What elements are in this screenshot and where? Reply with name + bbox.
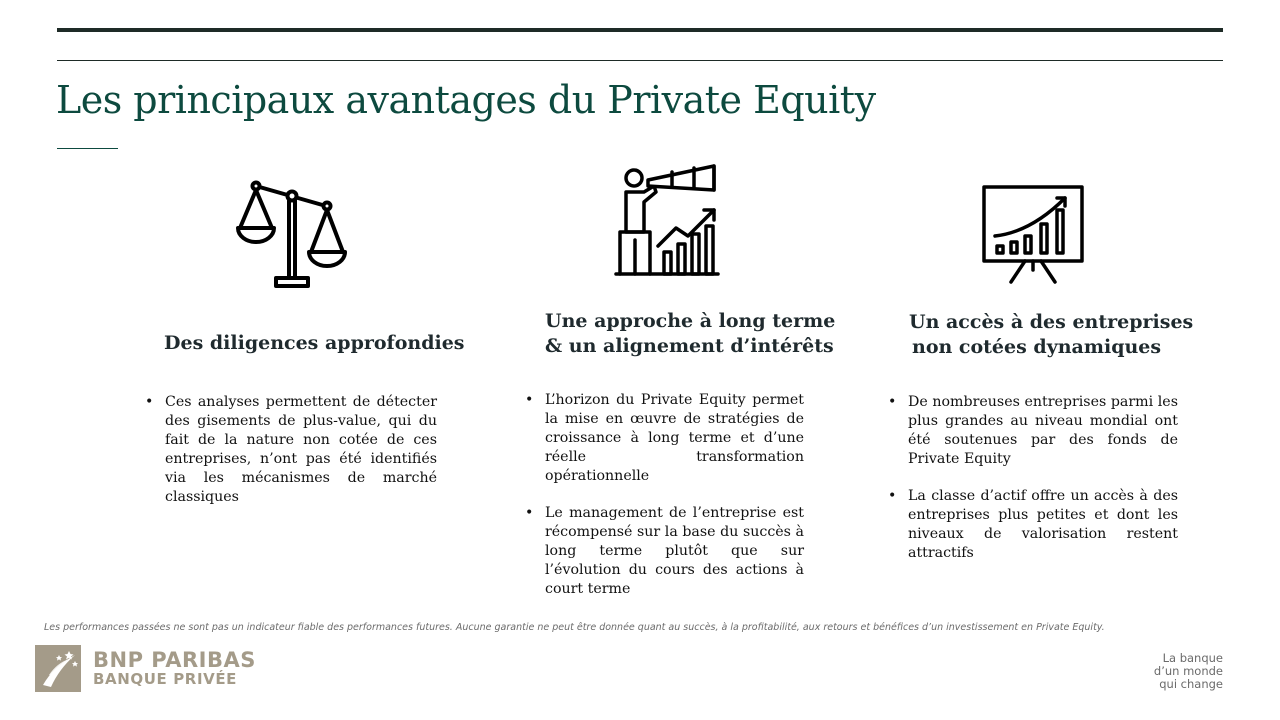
- presentation-chart-icon: [981, 184, 1085, 286]
- list-item: • Le management de l’entreprise est récompensé sur la base du succès à long terme plutôt que sur l’évolution du cours des actions à court terme: [525, 504, 804, 599]
- stars-logo-icon: [35, 645, 81, 692]
- title-underline: [57, 148, 118, 149]
- list-item: • L’horizon du Private Equity permet la mise en œuvre de stratégies de croissance à long terme et d’une réelle transformation opérationnelle: [525, 391, 804, 486]
- list-item: • Ces analyses permettent de détecter des gisements de plus-value, qui du fait de la nature non cotée de ces entreprises, n’ont pas été identifiés via les mécanismes de marché classiques: [145, 393, 437, 507]
- column-3-heading: Un accès à des entreprises non cotées dynamiques: [909, 311, 1194, 358]
- scales-icon: [234, 178, 350, 294]
- column-3-bullets: [888, 393, 1178, 581]
- top-rule-thick: [57, 28, 1223, 32]
- page-title: Les principaux avantages du Private Equity: [56, 78, 876, 122]
- top-rule-thin: [57, 60, 1223, 61]
- tagline: La banque d’un monde qui change: [1153, 651, 1223, 691]
- column-2-bullets: [525, 391, 804, 617]
- column-1-bullets: [145, 393, 437, 525]
- logo-line-1: BNP PARIBAS: [93, 648, 256, 672]
- bnp-paribas-logo: [35, 645, 265, 693]
- telescope-growth-icon: [614, 162, 722, 278]
- list-item: • De nombreuses entreprises parmi les plus grandes au niveau mondial ont été soutenues par des fonds de Private Equity: [888, 393, 1178, 469]
- column-2-heading: Une approche à long terme & un alignement d’intérêts: [545, 310, 836, 357]
- column-1-heading: Des diligences approfondies: [164, 332, 465, 354]
- logo-line-2: BANQUE PRIVÉE: [93, 670, 238, 688]
- list-item: • La classe d’actif offre un accès à des entreprises plus petites et dont les niveaux de valorisation restent attractifs: [888, 487, 1178, 563]
- disclaimer: Les performances passées ne sont pas un indicateur fiable des performances futures. Aucune garantie ne peut être donnée quant au succès, à la profitabilité, aux retours et bénéfices d’un investissement en Private Equity.: [44, 622, 1105, 633]
